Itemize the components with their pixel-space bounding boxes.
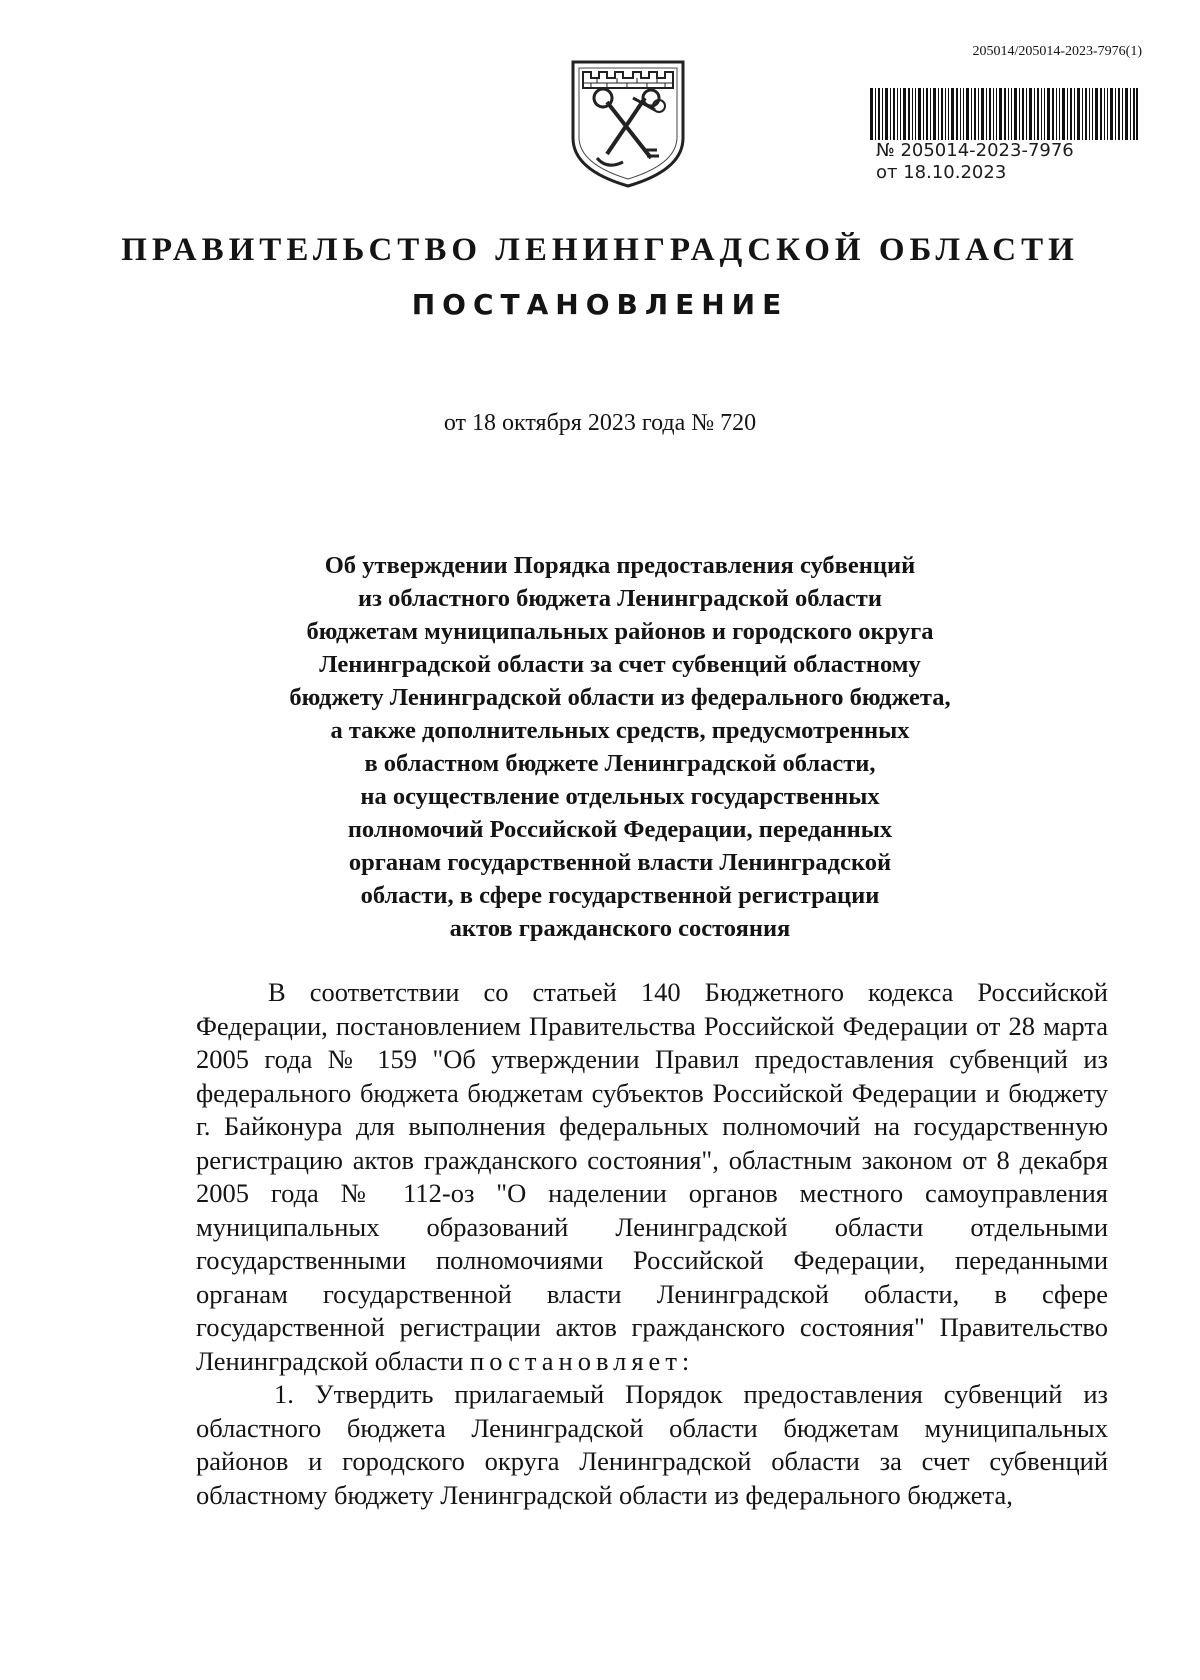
subject-line: бюджетам муниципальных районов и городского округа: [306, 618, 934, 645]
subject-line: актов гражданского состояния: [449, 915, 791, 942]
registration-date: от 18.10.2023: [876, 162, 1007, 183]
decree-body: [196, 976, 1108, 1512]
preamble-paragraph: [196, 976, 1108, 1378]
item-1-paragraph: 1. Утвердить прилагаемый Порядок предоставления субвенций из областного бюджета Ленинградской области бюджетам муниципальных районов и городского округа Ленинградской области за счет субвенций областному бюджету Ленинградской области из федерального бюджета,: [196, 1379, 1108, 1510]
subject-line: Об утверждении Порядка предоставления субвенций: [324, 552, 916, 579]
subject-line: на осуществление отдельных государственных: [360, 783, 880, 810]
barcode-icon: [870, 88, 1138, 140]
registration-number: № 205014-2023-7976: [876, 140, 1074, 161]
subject-line: бюджету Ленинградской области из федерального бюджета,: [289, 684, 951, 711]
registration-stamp: [870, 88, 1138, 184]
subject-line: в областном бюджете Ленинградской области,: [364, 750, 876, 777]
decree-subject: [250, 549, 990, 945]
decree-date-number: от 18 октября 2023 года № 720: [443, 410, 757, 436]
subject-line: области, в сфере государственной регистрации: [360, 882, 880, 909]
subject-line: из областного бюджета Ленинградской области: [358, 585, 882, 612]
subject-line: полномочий Российской Федерации, переданных: [347, 816, 893, 843]
scan-identifier: 205014/205014-2023-7976(1): [972, 44, 1142, 59]
preamble-text: В соответствии со статьей 140 Бюджетного кодекса Российской Федерации, постановлением Правительства Российской Федерации от 28 марта 2005 года № 159 "Об утверждении Правил предоставления субвенций из федерального бюджета бюджетам субъектов Российской Федерации и бюджету г. Байконура для выполнения федеральных полномочий на государственную регистрацию актов гражданского состояния", областным законом от 8 декабря 2005 года № 112-оз "О наделении органов местного самоуправления муниципальных образований Ленинградской области отдельными государственными полномочиями Российской Федерации, переданными органам государственной власти Ленинградской области, в сфере государственной регистрации актов гражданского состояния" Правительство Ленинградской области: [196, 977, 1108, 1376]
government-title: ПРАВИТЕЛЬСТВО ЛЕНИНГРАДСКОЙ ОБЛАСТИ: [121, 232, 1079, 268]
subject-line: Ленинградской области за счет субвенций областному: [319, 651, 921, 678]
subject-line: органам государственной власти Ленинградской: [348, 849, 892, 876]
coat-of-arms-icon: [567, 58, 689, 190]
decree-type-heading: ПОСТАНОВЛЕНИЕ: [411, 288, 789, 321]
subject-line: а также дополнительных средств, предусмотренных: [330, 717, 910, 744]
resolves-word: постановляет:: [470, 1345, 695, 1376]
